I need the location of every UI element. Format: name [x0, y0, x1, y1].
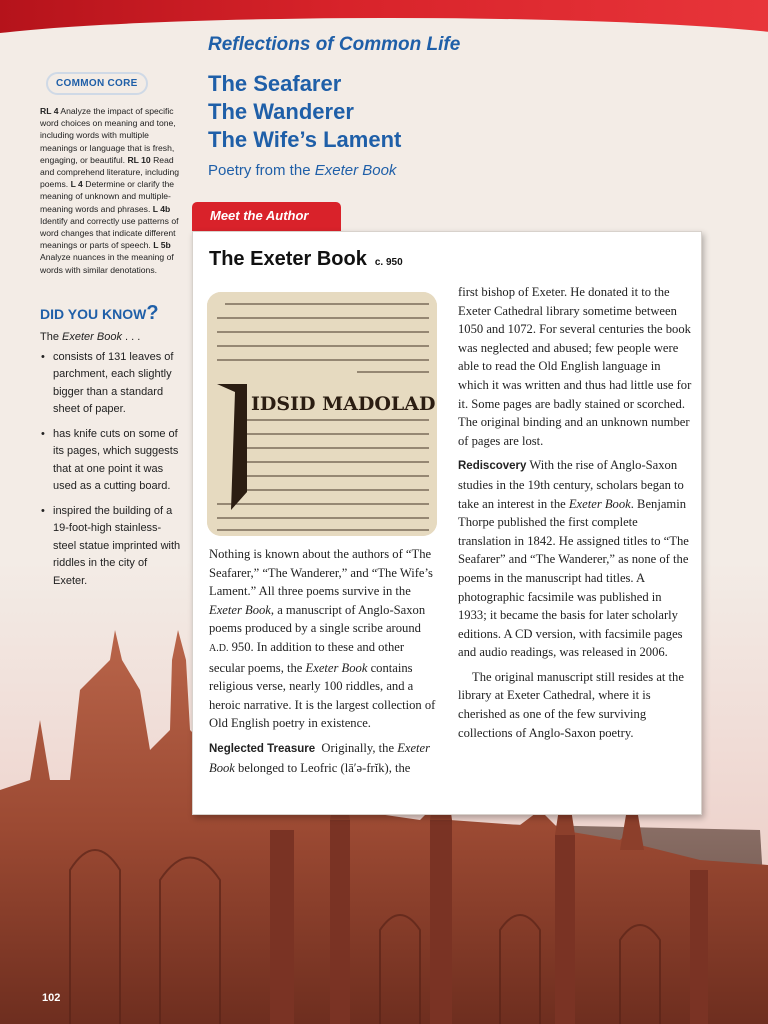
- poem-title-1: The Seafarer: [208, 71, 342, 96]
- list-item: • inspired the building of a 19-foot-high stainless-steel statue imprinted with riddles in the city of Exeter.: [40, 503, 182, 591]
- series-title: Reflections of Common Life: [208, 34, 461, 55]
- poem-title-3: The Wife’s Lament: [208, 127, 402, 152]
- article-date: c. 950: [374, 257, 403, 268]
- list-item: • consists of 131 leaves of parchment, each slightly bigger than a standard sheet of paper.: [40, 349, 182, 419]
- page-number: 102: [42, 992, 61, 1004]
- sidebar: [40, 72, 182, 597]
- did-you-know-heading: DID YOU KNOW?: [40, 301, 159, 324]
- poem-title-2: The Wanderer: [208, 99, 354, 124]
- svg-text:IDSID MADOLAD: IDSID MADOLAD: [251, 393, 436, 415]
- article-title: The Exeter Book c. 950: [209, 248, 403, 270]
- article-column-right: first bishop of Exeter. He donated it to the Exeter Cathedral library sometime between 1050 and 1072. For several centuries the book was neglected and abused; few people were able to read the Old English language in which it was written and thus had little use for it. Some pages are badly stained or scorched. The original binding and an unknown number of pages are lost. Rediscovery With the rise of Anglo-Saxon studies in the 19th century, scholars began to take an interest in the Exeter Book. Benjamin Thorpe published the first complete translation in 1842. He assigned titles to “The Seafarer” and “The Wanderer,” as none of the poems in the manuscript had titles. A photographic facsimile was published in 1933; it became the basis for later scholarly editions. A CD version, with facsimile pages and audio readings, was released in 2006. The original manuscript still resides at the library at Exeter Cathedral, where it is cherished as one of the few surviving collections of Anglo-Saxon poetry.: [458, 285, 692, 740]
- article-column-left: Nothing is known about the authors of “The Seafarer,” “The Wanderer,” and “The Wife’s Lament.” All three poems survive in the Exeter Book, a manuscript of Anglo-Saxon poems produced by a single scribe around A.D. 950. In addition to these and other secular poems, the Exeter Book contains religious verse, nearly 100 riddles, and a heroic narrative. It is the largest collection of Old English poetry in existence. Neglected Treasure Originally, the Exeter Book belonged to Leofric (lā′ə-frĭk), the: [209, 547, 436, 775]
- meet-the-author-tab: Meet the Author: [192, 202, 341, 232]
- did-you-know-intro: The Exeter Book . . .: [40, 330, 141, 343]
- facts-list: [40, 349, 182, 591]
- article-card: [192, 231, 702, 815]
- subtitle: Poetry from the Exeter Book: [208, 162, 397, 179]
- common-core-badge: COMMON CORE: [46, 72, 148, 95]
- standards-text: RL 4 Analyze the impact of specific word choices on meaning and tone, including words with multiple meanings or language that is fresh, engaging, or beautiful. RL 10 Read and comprehend literature, including poems. L 4 Determine or clarify the meaning of unknown and multiple-meaning words and phrases. L 4b Identify and correctly use patterns of word changes that indicate different meanings or parts of speech. L 5b Analyze nuances in the meaning of words with similar denotations.: [40, 106, 180, 275]
- list-item: • has knife cuts on some of its pages, which suggests that at one point it was used as a cutting board.: [40, 426, 182, 496]
- manuscript-image: [207, 292, 437, 536]
